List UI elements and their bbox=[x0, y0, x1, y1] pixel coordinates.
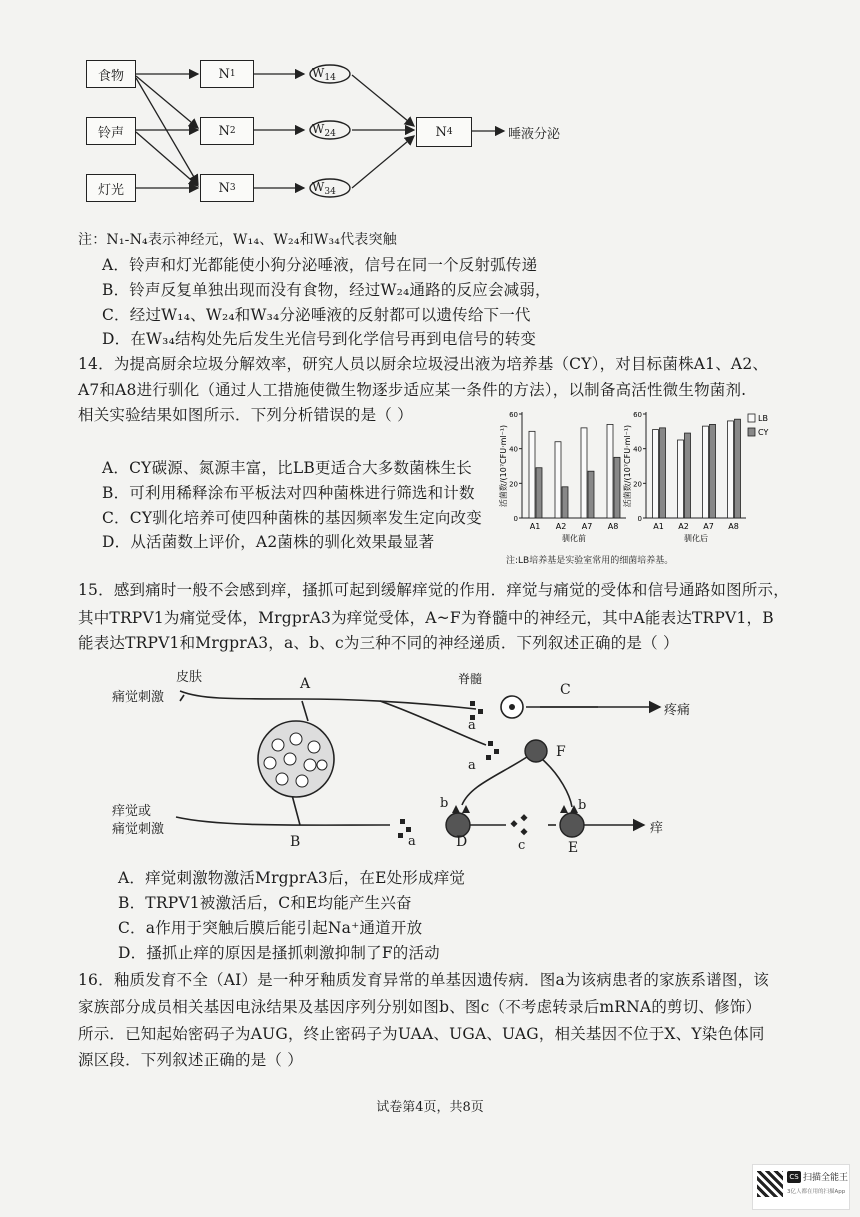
bar-0-LB-A8 bbox=[607, 424, 613, 518]
x-tick-label-0-0: A1 bbox=[529, 522, 541, 531]
q13-option-a: A．铃声和灯光都能使小狗分泌唾液，信号在同一个反射弧传递 bbox=[102, 256, 538, 274]
x-tick-label-0-2: A7 bbox=[581, 522, 593, 531]
q15-option-c: C．a作用于突触后膜后能引起Na⁺通道开放 bbox=[118, 919, 423, 937]
bell-label: 铃声 bbox=[97, 125, 124, 141]
q13-option-d: D．在W₃₄结构处先后发生光信号到化学信号再到电信号的转变 bbox=[102, 330, 537, 348]
bar-1-CY-A2 bbox=[685, 433, 691, 518]
neuron-c-label: C bbox=[560, 682, 571, 698]
transmitter-a-3: a bbox=[408, 834, 416, 849]
neuron-e-label: E bbox=[568, 840, 579, 856]
scanner-watermark bbox=[752, 1164, 850, 1210]
q15-option-d: D．搔抓止痒的原因是搔抓刺激抑制了F的活动 bbox=[118, 944, 440, 962]
y-tick-label-1-2: 40 bbox=[633, 445, 642, 454]
itch-stimulus-label-2: 痛觉刺激 bbox=[112, 822, 165, 837]
y-tick-label-0-2: 40 bbox=[509, 445, 518, 454]
q14-option-a: A．CY碳源、氮源丰富，比LB更适合大多数菌株生长 bbox=[102, 459, 472, 477]
bar-1-CY-A8 bbox=[735, 419, 741, 518]
bar-0-CY-A8 bbox=[614, 457, 620, 518]
bar-1-LB-A8 bbox=[728, 421, 734, 518]
y-tick-label-1-1: 20 bbox=[633, 480, 642, 489]
neuron-n3: N 3 bbox=[200, 174, 254, 202]
bar-0-LB-A1 bbox=[529, 431, 535, 518]
legend-swatch-CY bbox=[748, 428, 755, 436]
chart-note: 注:LB培养基是实验室常用的细菌培养基。 bbox=[506, 556, 674, 566]
bar-1-CY-A1 bbox=[660, 428, 666, 518]
x-tick-label-1-3: A8 bbox=[728, 522, 739, 531]
q13-option-c: C．经过W₁₄、W₂₄和W₃₄分泌唾液的反射都可以遗传给下一代 bbox=[102, 306, 531, 324]
spinal-cord-label: 脊髓 bbox=[458, 672, 483, 686]
page-footer: 试卷第4页，共8页 bbox=[376, 1100, 484, 1115]
q15-option-b: B．TRPV1被激活后，C和E均能产生兴奋 bbox=[118, 894, 412, 912]
transmitter-a-2: a bbox=[468, 758, 476, 773]
scanner-subtitle: 3亿人都在用的扫描App bbox=[787, 1189, 846, 1195]
cs-badge-icon: CS bbox=[787, 1171, 801, 1183]
neuron-f-label: F bbox=[556, 744, 566, 760]
transmitter-a-1: a bbox=[468, 718, 476, 733]
synapse-w24: $W_{24}$ bbox=[312, 122, 336, 139]
y-axis-label-1: 活菌数/(10⁷CFU·ml⁻¹) bbox=[623, 424, 632, 508]
bar-0-CY-A1 bbox=[536, 468, 542, 518]
q14-stem-line-2: A7和A8进行驯化（通过人工措施使微生物逐步适应某一条件的方法），以制备高活性微生物菌剂. bbox=[78, 381, 747, 399]
transmitter-c: c bbox=[518, 838, 526, 853]
neuron-b-label: B bbox=[290, 834, 301, 850]
x-tick-label-0-3: A8 bbox=[607, 522, 619, 531]
light-box bbox=[86, 174, 136, 202]
bar-1-LB-A2 bbox=[678, 440, 684, 518]
bar-0-CY-A2 bbox=[562, 487, 568, 518]
q14-stem-line-1: 14．为提高厨余垃圾分解效率，研究人员以厨余垃圾浸出液为培养基（CY），对目标菌株A1、A2、 bbox=[78, 355, 769, 373]
legend-swatch-LB bbox=[748, 414, 755, 422]
q14-stem-line-3: 相关实验结果如图所示．下列分析错误的是（ ） bbox=[78, 406, 413, 424]
y-axis-label-0: 活菌数/(10⁷CFU·ml⁻¹) bbox=[499, 424, 508, 508]
food-label: 食物 bbox=[97, 68, 124, 84]
y-tick-label-0-3: 60 bbox=[509, 411, 518, 419]
neuron-n4: N 4 bbox=[416, 117, 472, 147]
food-box bbox=[86, 60, 136, 88]
q15-stem-line-2: 其中TRPV1为痛觉受体，MrgprA3为痒觉受体，A~F为脊髓中的神经元，其中A能表达TRPV1，B bbox=[78, 609, 774, 627]
bar-charts bbox=[496, 406, 776, 556]
pain-stimulus-label: 痛觉刺激 bbox=[112, 690, 165, 705]
pain-output-label: 疼痛 bbox=[664, 703, 691, 718]
q14-option-c: C．CY驯化培养可使四种菌株的基因频率发生定向改变 bbox=[102, 509, 482, 527]
light-label: 灯光 bbox=[97, 182, 124, 198]
neuron-n2: N 2 bbox=[200, 117, 254, 145]
y-tick-label-1-0: 0 bbox=[637, 515, 642, 523]
q13-option-b: B．铃声反复单独出现而没有食物，经过W₂₄通路的反应会减弱， bbox=[102, 281, 551, 299]
itch-stimulus-label-1: 痒觉或 bbox=[112, 804, 152, 819]
scanner-title: 扫描全能王 bbox=[803, 1173, 849, 1183]
bar-1-LB-A7 bbox=[703, 426, 709, 518]
bell-box bbox=[86, 117, 136, 145]
synapse-w14: $W_{14}$ bbox=[312, 66, 336, 83]
x-tick-label-1-0: A1 bbox=[653, 522, 664, 531]
chart-title-0: 驯化前 bbox=[562, 534, 586, 543]
neuron-n1: N 1 bbox=[200, 60, 254, 88]
q13-note: 注：N₁-N₄表示神经元，W₁₄、W₂₄和W₃₄代表突触 bbox=[78, 232, 397, 248]
y-tick-label-0-0: 0 bbox=[513, 515, 518, 523]
q16-stem-line-2: 家族部分成员相关基因电泳结果及基因序列分别如图b、图c（不考虑转录后mRNA的剪切、修饰） bbox=[78, 998, 762, 1016]
chart-title-1: 驯化后 bbox=[684, 534, 708, 543]
synapse-w34: $W_{34}$ bbox=[312, 180, 336, 197]
q14-option-d: D．从活菌数上评价，A2菌株的驯化效果最显著 bbox=[102, 533, 435, 551]
salivation-output: 唾液分泌 bbox=[508, 127, 561, 142]
qr-code-icon bbox=[757, 1171, 783, 1197]
legend-label-LB: LB bbox=[758, 414, 768, 423]
legend-label-CY: CY bbox=[758, 428, 769, 437]
bar-1-LB-A1 bbox=[653, 430, 659, 518]
q15-option-a: A．痒觉刺激物激活MrgprA3后，在E处形成痒觉 bbox=[118, 869, 466, 887]
x-tick-label-1-1: A2 bbox=[678, 522, 689, 531]
q16-stem-line-4: 源区段．下列叙述正确的是（ ） bbox=[78, 1051, 303, 1069]
neuron-a-label: A bbox=[300, 676, 311, 692]
skin-label: 皮肤 bbox=[176, 670, 203, 685]
transmitter-b-2: b bbox=[578, 798, 587, 813]
x-tick-label-0-1: A2 bbox=[555, 522, 567, 531]
q16-stem-line-3: 所示．已知起始密码子为AUG，终止密码子为UAA、UGA、UAG，相关基因不位于X、Y染色体同 bbox=[78, 1025, 765, 1043]
bar-0-LB-A2 bbox=[555, 442, 561, 518]
bar-0-CY-A7 bbox=[588, 471, 594, 518]
neuron-d-label: D bbox=[456, 834, 468, 850]
bar-0-LB-A7 bbox=[581, 428, 587, 518]
itch-output-label: 痒 bbox=[650, 821, 664, 836]
bar-1-CY-A7 bbox=[710, 424, 716, 518]
q16-stem-line-1: 16．釉质发育不全（AI）是一种牙釉质发育异常的单基因遗传病．图a为该病患者的家族系谱图，该 bbox=[78, 971, 769, 989]
q15-stem-line-1: 15．感到痛时一般不会感到痒，搔抓可起到缓解痒觉的作用．痒觉与痛觉的受体和信号通路如图所示， bbox=[78, 581, 789, 599]
q14-option-b: B．可利用稀释涂布平板法对四种菌株进行筛选和计数 bbox=[102, 484, 475, 502]
q15-stem-line-3: 能表达TRPV1和MrgprA3，a、b、c为三种不同的神经递质．下列叙述正确的是（ ） bbox=[78, 634, 679, 652]
transmitter-b-1: b bbox=[440, 796, 449, 811]
x-tick-label-1-2: A7 bbox=[703, 522, 714, 531]
y-tick-label-1-3: 60 bbox=[633, 411, 642, 419]
y-tick-label-0-1: 20 bbox=[509, 480, 518, 489]
